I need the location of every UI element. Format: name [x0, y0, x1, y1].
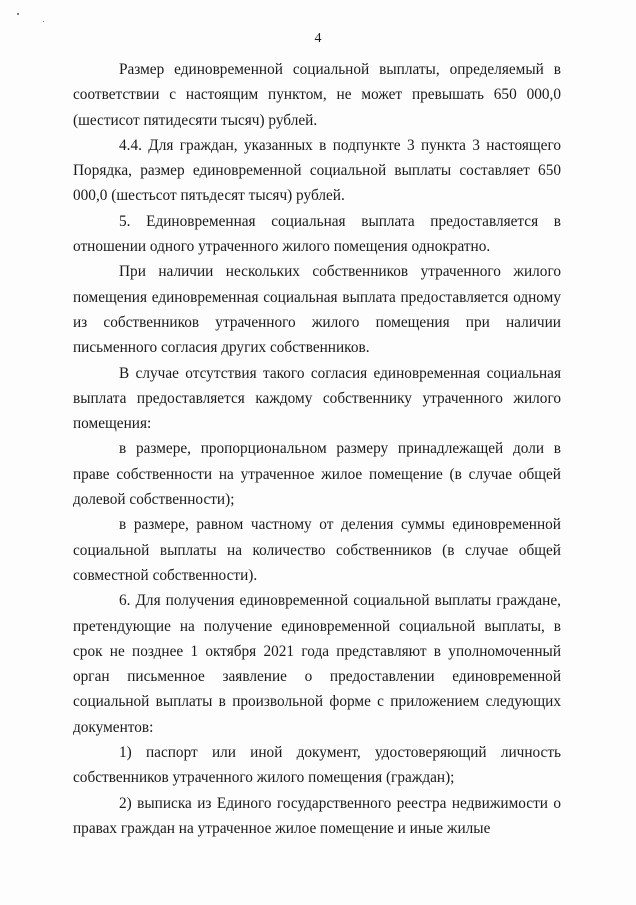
scan-speck [43, 21, 44, 22]
paragraph: в размере, равном частному от деления суммы единовременной социальной выплаты на количество собственников (в случае общей совместной собственности). [73, 516, 561, 584]
paragraph: в размере, пропорциональном размеру принадлежащей доли в праве собственности на утраченное жилое помещение (в случае общей долевой собственности); [73, 440, 561, 509]
scan-speck [17, 13, 19, 15]
paragraph: В случае отсутствия такого согласия единовременная социальная выплата предоставляется каждому собственнику утраченного жилого помещения: [73, 364, 561, 433]
paragraph: 2) выписка из Единого государственного реестра недвижимости о правах граждан на утраченное жилое помещение и иные жилые [73, 794, 561, 837]
document-body [73, 57, 561, 841]
page-number: 4 [314, 31, 322, 46]
paragraph: Размер единовременной социальной выплаты, определяемый в соответствии с настоящим пунктом, не может превышать 650 000,0 (шестисот пятидесяти тысяч) рублей. [73, 61, 561, 129]
paragraph: 5. Единовременная социальная выплата предоставляется в отношении одного утраченного жилого помещения однократно. [73, 212, 561, 256]
paragraph: 6. Для получения единовременной социальной выплаты граждане, претендующие на получение единовременной социальной выплаты, в срок не позднее 1 октября 2021 года представляют в уполномоченный орган письменное заявление о предоставлении единовременной социальной выплаты в произвольной форме с приложением следующих документов: [73, 592, 561, 736]
paragraph: 1) паспорт или иной документ, удостоверяющий личность собственников утраченного жилого помещения (граждан); [73, 744, 561, 787]
paragraph: 4.4. Для граждан, указанных в подпункте 3 пункта 3 настоящего Порядка, размер единовременной социальной выплаты составляет 650 000,0 (шестьсот пятьдесят тысяч) рублей. [73, 136, 561, 205]
paragraph: При наличии нескольких собственников утраченного жилого помещения единовременная социальная выплата предоставляется одному из собственников утраченного жилого помещения при наличии письменного согласия других собственников. [73, 263, 561, 357]
